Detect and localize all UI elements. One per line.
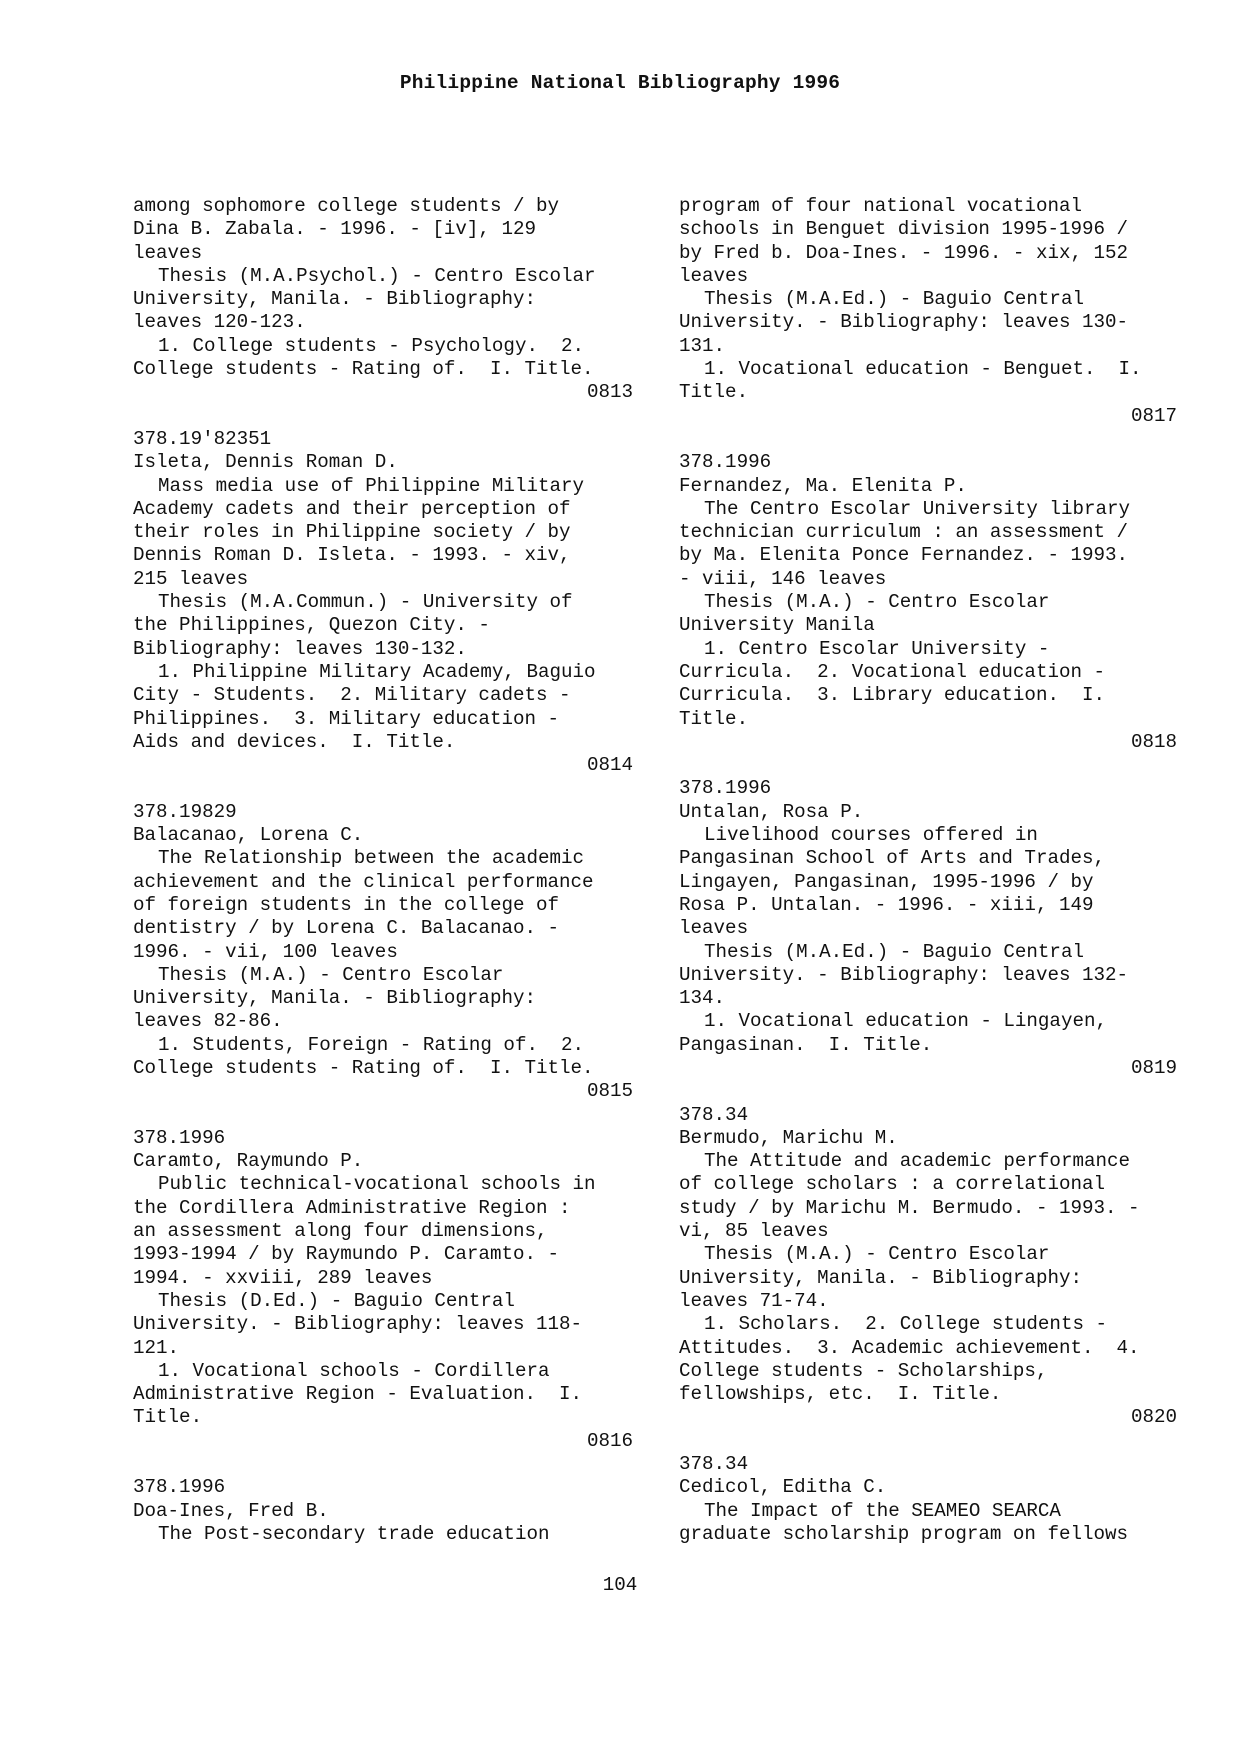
title-line: Public technical-vocational schools in bbox=[158, 1173, 596, 1196]
subject-line: 1. Scholars. 2. College students - bbox=[704, 1313, 1108, 1336]
entry-continued-line: by Fred b. Doa-Ines. - 1996. - xix, 152 bbox=[679, 241, 1129, 264]
author: Cedicol, Editha C. bbox=[679, 1476, 887, 1499]
author: Doa-Ines, Fred B. bbox=[133, 1499, 329, 1522]
title-line: technician curriculum : an assessment / bbox=[679, 521, 1129, 544]
entry-spacer bbox=[133, 1453, 633, 1476]
author: Balacanao, Lorena C. bbox=[133, 824, 364, 847]
subject-line: fellowships, etc. I. Title. bbox=[679, 1383, 1002, 1406]
subject-line: City - Students. 2. Military cadets - bbox=[133, 684, 571, 707]
entry-spacer bbox=[679, 428, 1177, 451]
subject-line: 1. Vocational schools - Cordillera bbox=[158, 1359, 550, 1382]
subject-line: Title. bbox=[679, 381, 749, 404]
left-column bbox=[133, 195, 633, 1546]
bibliography-entry bbox=[133, 1476, 633, 1546]
bibliography-entry bbox=[679, 1453, 1177, 1546]
subject-line: Aids and devices. I. Title. bbox=[133, 730, 456, 753]
title-line: 1993-1994 / by Raymundo P. Caramto. - bbox=[133, 1243, 560, 1266]
title-line: The Centro Escolar University library bbox=[704, 497, 1131, 520]
author: Fernandez, Ma. Elenita P. bbox=[679, 474, 967, 497]
title-line: their roles in Philippine society / by bbox=[133, 521, 571, 544]
title-line: Livelihood courses offered in bbox=[704, 824, 1038, 847]
title-line: of foreign students in the college of bbox=[133, 893, 560, 916]
note-line: Thesis (M.A.Ed.) - Baguio Central bbox=[704, 288, 1084, 311]
entry-spacer bbox=[133, 1104, 633, 1127]
class-number: 378.19'82351 bbox=[133, 427, 272, 450]
note-line: University. - Bibliography: leaves 130- bbox=[679, 311, 1129, 334]
title-line: an assessment along four dimensions, bbox=[133, 1220, 548, 1243]
note-line: University. - Bibliography: leaves 118- bbox=[133, 1313, 583, 1336]
subject-line: 1. Vocational education - Lingayen, bbox=[704, 1010, 1108, 1033]
class-number: 378.1996 bbox=[133, 1476, 226, 1499]
title-line: Lingayen, Pangasinan, 1995-1996 / by bbox=[679, 870, 1094, 893]
entry-spacer bbox=[133, 777, 633, 800]
entry-spacer bbox=[679, 754, 1177, 777]
note-line: University, Manila. - Bibliography: bbox=[679, 1266, 1083, 1289]
subject-line: Administrative Region - Evaluation. I. bbox=[133, 1383, 583, 1406]
subject-line: 1. Vocational education - Benguet. I. bbox=[704, 358, 1142, 381]
title-line: study / by Marichu M. Bermudo. - 1993. - bbox=[679, 1196, 1140, 1219]
author: Isleta, Dennis Roman D. bbox=[133, 451, 398, 474]
note-line: University, Manila. - Bibliography: bbox=[133, 288, 537, 311]
entry-number: 0816 bbox=[586, 1429, 633, 1452]
note-line: 121. bbox=[133, 1336, 180, 1359]
bibliography-entry bbox=[679, 1104, 1177, 1453]
class-number: 378.34 bbox=[679, 1103, 749, 1126]
entry-number: 0819 bbox=[1130, 1056, 1177, 1079]
subject-line: Philippines. 3. Military education - bbox=[133, 707, 560, 730]
bibliography-entry bbox=[133, 801, 633, 1127]
note-line: Thesis (M.A.) - Centro Escolar bbox=[158, 963, 504, 986]
title-line: Dennis Roman D. Isleta. - 1993. - xiv, bbox=[133, 544, 571, 567]
subject-line: 1. College students - Psychology. 2. bbox=[158, 334, 585, 357]
subject-line: 1. Philippine Military Academy, Baguio bbox=[158, 660, 596, 683]
bibliography-entry bbox=[679, 195, 1177, 451]
note-line: 134. bbox=[679, 987, 726, 1010]
entry-continued-line: Dina B. Zabala. - 1996. - [iv], 129 bbox=[133, 218, 537, 241]
class-number: 378.34 bbox=[679, 1453, 749, 1476]
note-line: University, Manila. - Bibliography: bbox=[133, 987, 537, 1010]
entry-number: 0814 bbox=[586, 754, 633, 777]
bibliography-entry bbox=[133, 195, 633, 428]
title-line: vi, 85 leaves bbox=[679, 1220, 829, 1243]
entry-continued-line: leaves bbox=[133, 241, 203, 264]
note-line: Thesis (M.A.) - Centro Escolar bbox=[704, 591, 1050, 614]
title-line: Academy cadets and their perception of bbox=[133, 497, 571, 520]
title-line: the Cordillera Administrative Region : bbox=[133, 1196, 571, 1219]
entry-spacer bbox=[133, 405, 633, 428]
subject-line: College students - Rating of. I. Title. bbox=[133, 1056, 594, 1079]
note-line: Bibliography: leaves 130-132. bbox=[133, 637, 467, 660]
title-line: Rosa P. Untalan. - 1996. - xiii, 149 bbox=[679, 893, 1094, 916]
entry-number: 0815 bbox=[586, 1080, 633, 1103]
bibliography-entry bbox=[133, 1127, 633, 1476]
subject-line: Attitudes. 3. Academic achievement. 4. bbox=[679, 1336, 1140, 1359]
title-line: The Relationship between the academic bbox=[158, 847, 585, 870]
page-number: 104 bbox=[602, 1574, 638, 1596]
author: Untalan, Rosa P. bbox=[679, 800, 864, 823]
subject-line: College students - Rating of. I. Title. bbox=[133, 358, 594, 381]
bibliography-entry bbox=[679, 777, 1177, 1103]
note-line: Thesis (M.A.Ed.) - Baguio Central bbox=[704, 940, 1084, 963]
subject-line: Pangasinan. I. Title. bbox=[679, 1033, 933, 1056]
class-number: 378.19829 bbox=[133, 800, 237, 823]
bibliography-entry bbox=[133, 428, 633, 801]
title-line: The Attitude and academic performance bbox=[704, 1150, 1131, 1173]
entry-continued-line: schools in Benguet division 1995-1996 / bbox=[679, 218, 1129, 241]
title-line: The Impact of the SEAMEO SEARCA bbox=[704, 1499, 1061, 1522]
note-line: the Philippines, Quezon City. - bbox=[133, 614, 490, 637]
subject-line: 1. Centro Escolar University - bbox=[704, 637, 1050, 660]
entry-continued-line: program of four national vocational bbox=[679, 195, 1083, 217]
entry-continued-line: among sophomore college students / by bbox=[133, 195, 560, 217]
subject-line: Curricula. 2. Vocational education - bbox=[679, 660, 1106, 683]
class-number: 378.1996 bbox=[679, 777, 772, 800]
entry-continued-line: leaves bbox=[679, 264, 749, 287]
title-line: leaves bbox=[679, 917, 749, 940]
subject-line: College students - Scholarships, bbox=[679, 1359, 1048, 1382]
title-line: 1994. - xxviii, 289 leaves bbox=[133, 1266, 433, 1289]
entry-number: 0817 bbox=[1130, 404, 1177, 427]
title-line: achievement and the clinical performance bbox=[133, 870, 594, 893]
author: Bermudo, Marichu M. bbox=[679, 1126, 898, 1149]
class-number: 378.1996 bbox=[133, 1126, 226, 1149]
note-line: leaves 120-123. bbox=[133, 311, 306, 334]
note-line: University Manila bbox=[679, 614, 875, 637]
title-line: by Ma. Elenita Ponce Fernandez. - 1993. bbox=[679, 544, 1129, 567]
title-line: 215 leaves bbox=[133, 567, 249, 590]
title-line: dentistry / by Lorena C. Balacanao. - bbox=[133, 917, 560, 940]
entry-number: 0818 bbox=[1130, 730, 1177, 753]
title-line: - viii, 146 leaves bbox=[679, 567, 887, 590]
title-line: of college scholars : a correlational bbox=[679, 1173, 1106, 1196]
note-line: Thesis (M.A.Commun.) - University of bbox=[158, 591, 573, 614]
title-line: Mass media use of Philippine Military bbox=[158, 474, 585, 497]
author: Caramto, Raymundo P. bbox=[133, 1150, 364, 1173]
title-line: 1996. - vii, 100 leaves bbox=[133, 940, 398, 963]
subject-line: Title. bbox=[133, 1406, 203, 1429]
right-column bbox=[679, 195, 1177, 1546]
note-line: Thesis (D.Ed.) - Baguio Central bbox=[158, 1289, 515, 1312]
note-line: leaves 82-86. bbox=[133, 1010, 283, 1033]
subject-line: Title. bbox=[679, 707, 749, 730]
bibliography-entry bbox=[679, 451, 1177, 777]
title-line: graduate scholarship program on fellows bbox=[679, 1522, 1129, 1545]
class-number: 378.1996 bbox=[679, 451, 772, 474]
note-line: 131. bbox=[679, 334, 726, 357]
note-line: Thesis (M.A.Psychol.) - Centro Escolar bbox=[158, 264, 596, 287]
title-line: The Post-secondary trade education bbox=[158, 1522, 550, 1545]
entry-number: 0813 bbox=[586, 381, 633, 404]
subject-line: 1. Students, Foreign - Rating of. 2. bbox=[158, 1033, 585, 1056]
title-line: Pangasinan School of Arts and Trades, bbox=[679, 847, 1106, 870]
entry-spacer bbox=[679, 1430, 1177, 1453]
entry-spacer bbox=[679, 1080, 1177, 1103]
subject-line: Curricula. 3. Library education. I. bbox=[679, 684, 1106, 707]
note-line: University. - Bibliography: leaves 132- bbox=[679, 963, 1129, 986]
note-line: Thesis (M.A.) - Centro Escolar bbox=[704, 1243, 1050, 1266]
note-line: leaves 71-74. bbox=[679, 1289, 829, 1312]
entry-number: 0820 bbox=[1130, 1406, 1177, 1429]
page-title: Philippine National Bibliography 1996 bbox=[399, 72, 841, 94]
